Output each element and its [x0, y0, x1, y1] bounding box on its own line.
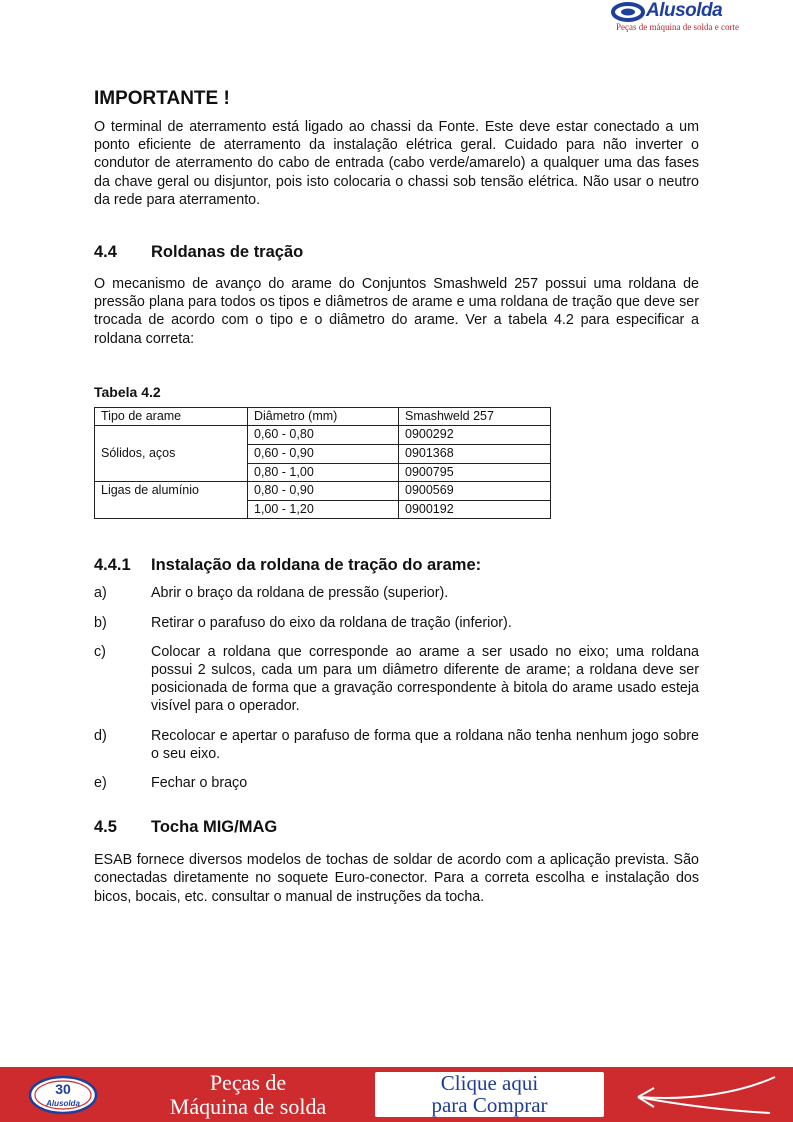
roldana-table [94, 407, 551, 520]
section-4-4-1-heading [94, 556, 699, 575]
table-cell-code: 0900292 [399, 426, 551, 445]
buy-button-line2: para Comprar [431, 1093, 548, 1117]
list-item [94, 727, 699, 763]
page-content [94, 88, 699, 906]
section-4-4-text: O mecanismo de avanço do arame do Conjuntos Smashweld 257 possui uma roldana de pressão plana para todos os tipos e diâmetros de arame e uma roldana de tração que deve ser trocada de acordo com o tipo e o diâmetro do arame. Ver a tabela 4.2 para especificar a roldana correta: [94, 276, 699, 347]
table-cell-type: Ligas de alumínio [95, 482, 248, 519]
section-title: Roldanas de tração [151, 243, 304, 262]
badge-number: 30 [55, 1081, 71, 1097]
footer-caption [132, 1071, 364, 1119]
list-item [94, 584, 699, 602]
installation-steps [94, 584, 699, 792]
table-cell-code: 0900569 [399, 482, 551, 501]
brand-name: Alusolda [646, 0, 723, 21]
table-row [95, 426, 551, 445]
table-header-cell: Tipo de arame [95, 407, 248, 426]
section-4-5-heading [94, 818, 699, 837]
step-text: Retirar o parafuso do eixo da roldana de tração (inferior). [151, 614, 512, 631]
buy-button[interactable] [375, 1072, 604, 1117]
table-header-cell: Diâmetro (mm) [248, 407, 399, 426]
section-number: 4.4.1 [94, 556, 131, 575]
section-number: 4.4 [94, 243, 117, 262]
footer-caption-line2: Máquina de solda [169, 1094, 327, 1119]
section-4-4-heading [94, 243, 699, 262]
list-item [94, 643, 699, 716]
step-letter: a) [94, 585, 107, 602]
table-header-row [95, 407, 551, 426]
table-cell-type: Sólidos, aços [95, 426, 248, 482]
badge-brand: Alusolda [46, 1099, 80, 1108]
footer-caption-line1: Peças de [209, 1070, 287, 1095]
table-cell-diameter: 1,00 - 1,20 [248, 500, 399, 519]
step-text: Fechar o braço [151, 775, 248, 792]
section-title: Instalação da roldana de tração do arame: [151, 556, 482, 575]
section-number: 4.5 [94, 818, 117, 837]
table-header-cell: Smashweld 257 [399, 407, 551, 426]
step-letter: c) [94, 643, 106, 660]
alusolda-logo [610, 0, 790, 36]
alusolda-30-years-badge-icon [28, 1075, 98, 1115]
alusolda-swoosh-icon [610, 1, 650, 23]
arrow-left-icon [630, 1071, 780, 1119]
section-4-5-text: ESAB fornece diversos modelos de tochas de soldar de acordo com a aplicação prevista. São conectadas diretamente no soquete Euro-conector. Para a correta escolha e instalação dos bicos, bocais, etc. consultar o manual de instruções da tocha. [94, 852, 699, 905]
step-text: Colocar a roldana que corresponde ao arame a ser usado no eixo; uma roldana possui 2 sulcos, cada um para um diâmetro diferente de arame; a roldana deve ser posicionada de forma que a gravação correspondente à bitola do arame usado esteja visível para o operador. [151, 643, 699, 715]
table-caption: Tabela 4.2 [94, 383, 161, 400]
table-cell-diameter: 0,80 - 0,90 [248, 482, 399, 501]
step-text: Recolocar e apertar o parafuso de forma que a roldana não tenha nenhum jogo sobre o seu eixo. [151, 727, 699, 762]
step-text: Abrir o braço da roldana de pressão (superior). [151, 585, 449, 602]
list-item [94, 614, 699, 632]
important-text: O terminal de aterramento está ligado ao chassi da Fonte. Este deve estar conectado a um ponto eficiente de aterramento da instalação elétrica geral. Cuidado para não inverter o condutor de aterramento do cabo de entrada (cabo verde/amarelo) a qualquer uma das fases da chave geral ou disjuntor, pois isto colocaria o chassi sob tensão elétrica. Não usar o neutro da rede para aterramento. [94, 119, 699, 208]
table-cell-code: 0900192 [399, 500, 551, 519]
section-title: Tocha MIG/MAG [151, 818, 278, 837]
step-letter: d) [94, 727, 107, 744]
important-title: IMPORTANTE ! [94, 88, 230, 109]
footer-banner[interactable] [0, 1067, 793, 1122]
buy-button-line1: Clique aqui [440, 1071, 539, 1095]
step-letter: e) [94, 775, 107, 792]
table-row [95, 482, 551, 501]
list-item [94, 774, 699, 792]
step-letter: b) [94, 614, 107, 631]
table-cell-diameter: 0,80 - 1,00 [248, 463, 399, 482]
brand-tagline: Peças de máquina de solda e corte [616, 22, 739, 32]
table-cell-diameter: 0,60 - 0,80 [248, 426, 399, 445]
table-cell-code: 0901368 [399, 445, 551, 464]
table-cell-diameter: 0,60 - 0,90 [248, 445, 399, 464]
table-cell-code: 0900795 [399, 463, 551, 482]
